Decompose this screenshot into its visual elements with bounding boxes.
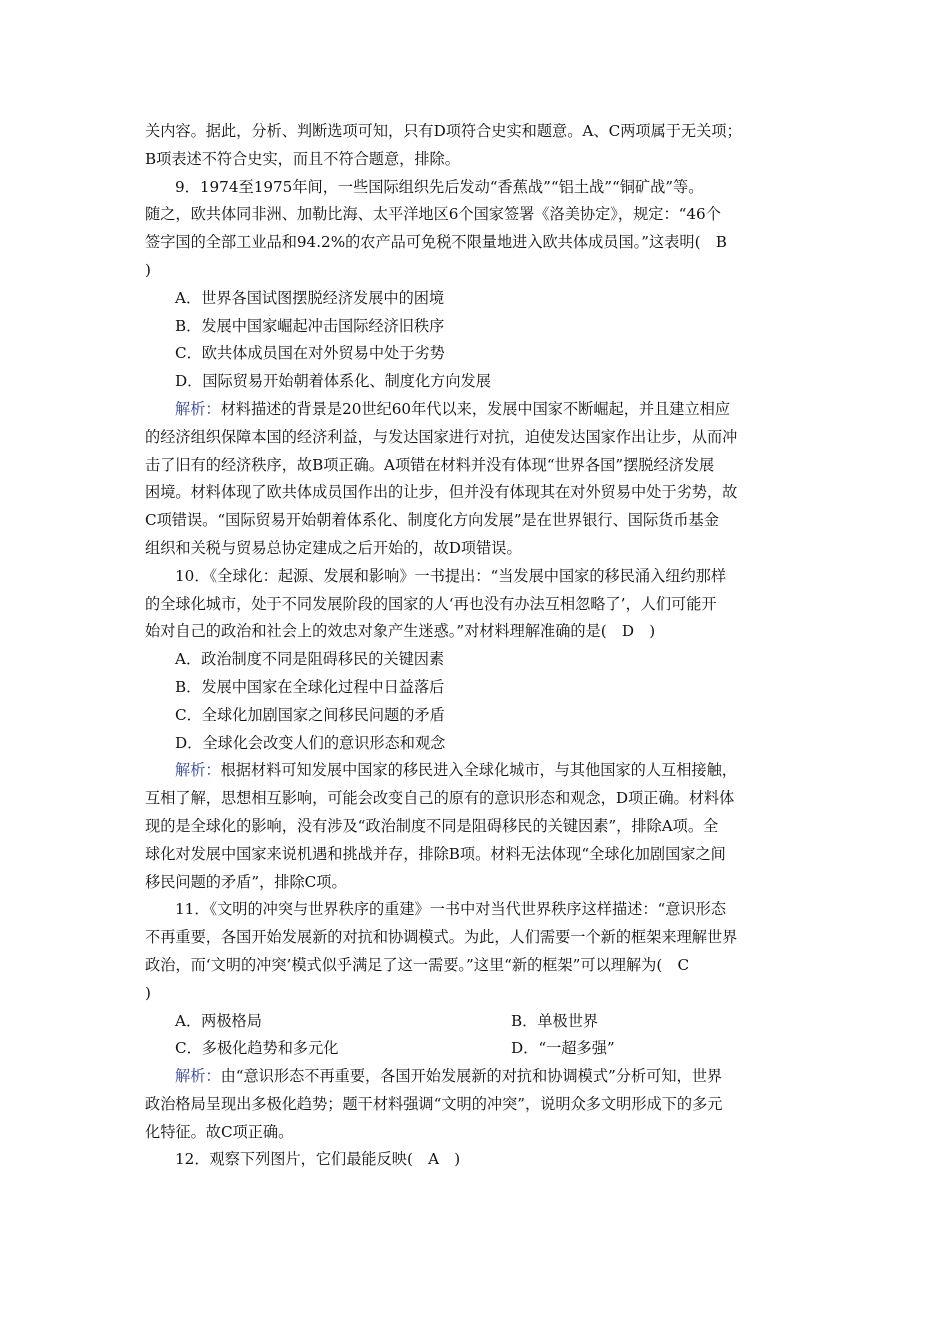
q9-option-b: B．发展中国家崛起冲击国际经济旧秩序 [175, 316, 445, 335]
q9-option-c: C．欧共体成员国在对外贸易中处于劣势 [175, 344, 445, 363]
q10-option-c: C．全球化加剧国家之间移民问题的矛盾 [175, 705, 445, 724]
q11-stem: ) [145, 983, 151, 1002]
q11-option-c: C．多极化趋势和多元化 [175, 1039, 339, 1058]
q9-stem: ) [145, 260, 151, 279]
q11-option-b: B．单极世界 [511, 1011, 599, 1030]
q9-analysis: 解析：材料描述的背景是20世纪60年代以来，发展中国家不断崛起，并且建立相应 [175, 399, 731, 418]
q11-options-row-1 [145, 1008, 807, 1036]
q11-analysis: 解析：由“意识形态不再重要，各国开始发展新的对抗和协调模式”分析可知，世界 [175, 1067, 723, 1086]
q10-option-b: B．发展中国家在全球化过程中日益落后 [175, 677, 445, 696]
q8-analysis-line-end: B项表述不符合史实，而且不符合题意，排除。 [145, 149, 460, 168]
analysis-label: 解析： [175, 761, 221, 780]
document-page [145, 118, 807, 1174]
q12-stem: 12．观察下列图片，它们最能反映( A ) [175, 1150, 461, 1169]
q11-analysis: 化特征。故C项正确。 [145, 1122, 294, 1141]
q10-analysis: 解析：根据材料可知发展中国家的移民进入全球化城市，与其他国家的人互相接触， [175, 761, 737, 780]
q11-option-d: D．“一超多强” [511, 1039, 615, 1058]
q9-stem: 签字国的全部工业品和94.2%的农产品可免税不限量地进入欧共体成员国。”这表明( B [145, 233, 727, 252]
q10-option-a: A．政治制度不同是阻碍移民的关键因素 [175, 650, 445, 669]
q9-analysis: 击了旧有的经济秩序，故B项正确。A项错在材料并没有体现“世界各国”摆脱经济发展 [145, 455, 715, 474]
q10-option-d: D．全球化会改变人们的意识形态和观念 [175, 733, 446, 752]
q9-option-d: D．国际贸易开始朝着体系化、制度化方向发展 [175, 372, 491, 391]
q9-analysis: C项错误。“国际贸易开始朝着体系化、制度化方向发展”是在世界银行、国际货币基金 [145, 511, 719, 530]
q11-option-a: A．两极格局 [175, 1011, 262, 1030]
q9-analysis: 的经济组织保障本国的经济利益，与发达国家进行对抗，迫使发达国家作出让步，从而冲 [145, 427, 738, 446]
q11-stem: 不再重要，各国开始发展新的对抗和协调模式。为此，人们需要一个新的框架来理解世界 [145, 928, 738, 947]
q10-analysis: 移民问题的矛盾”，排除C项。 [145, 872, 347, 891]
q9-option-a: A．世界各国试图摆脱经济发展中的困境 [175, 288, 445, 307]
q10-analysis: 互相了解，思想相互影响，可能会改变自己的原有的意识形态和观念，D项正确。材料体 [145, 789, 735, 808]
analysis-label: 解析： [175, 399, 221, 418]
q11-stem: 11．《文明的冲突与世界秩序的重建》一书中对当代世界秩序这样描述：“意识形态 [175, 900, 727, 919]
q8-analysis-line-end: 关内容。据此，分析、判断选项可知，只有D项符合史实和题意。A、C两项属于无关项； [145, 122, 742, 140]
q9-analysis: 困境。材料体现了欧共体成员国作出的让步，但并没有体现其在对外贸易中处于劣势，故 [145, 483, 738, 502]
q10-stem: 10．《全球化：起源、发展和影响》一书提出：“当发展中国家的移民涌入纽约那样 [175, 566, 727, 585]
q9-analysis: 组织和关税与贸易总协定建成之后开始的，故D项错误。 [145, 538, 522, 557]
analysis-label: 解析： [175, 1067, 221, 1086]
q9-stem: 随之，欧共体同非洲、加勒比海、太平洋地区6个国家签署《洛美协定》，规定：“46个 [145, 205, 721, 224]
q10-analysis: 现的是全球化的影响，没有涉及“政治制度不同是阻碍移民的关键因素”，排除A项。全 [145, 816, 719, 835]
q11-stem: 政治，而‘文明的冲突’模式似乎满足了这一需要。”这里“新的框架”可以理解为( C [145, 955, 690, 974]
q10-stem: 始对自己的政治和社会上的效忠对象产生迷惑。”对材料理解准确的是( D ) [145, 622, 656, 641]
q9-stem: 9．1974至1975年间，一些国际组织先后发动“香蕉战”“铝土战”“铜矿战”等。 [175, 177, 704, 196]
q10-analysis: 球化对发展中国家来说机遇和挑战并存，排除B项。材料无法体现“全球化加剧国家之间 [145, 844, 726, 863]
q11-analysis: 政治格局呈现出多极化趋势；题干材料强调“文明的冲突”，说明众多文明形成下的多元 [145, 1094, 723, 1113]
q11-options-row-2 [145, 1035, 807, 1063]
q10-stem: 的全球化城市，处于不同发展阶段的国家的人‘再也没有办法互相忽略了’，人们可能开 [145, 594, 717, 613]
